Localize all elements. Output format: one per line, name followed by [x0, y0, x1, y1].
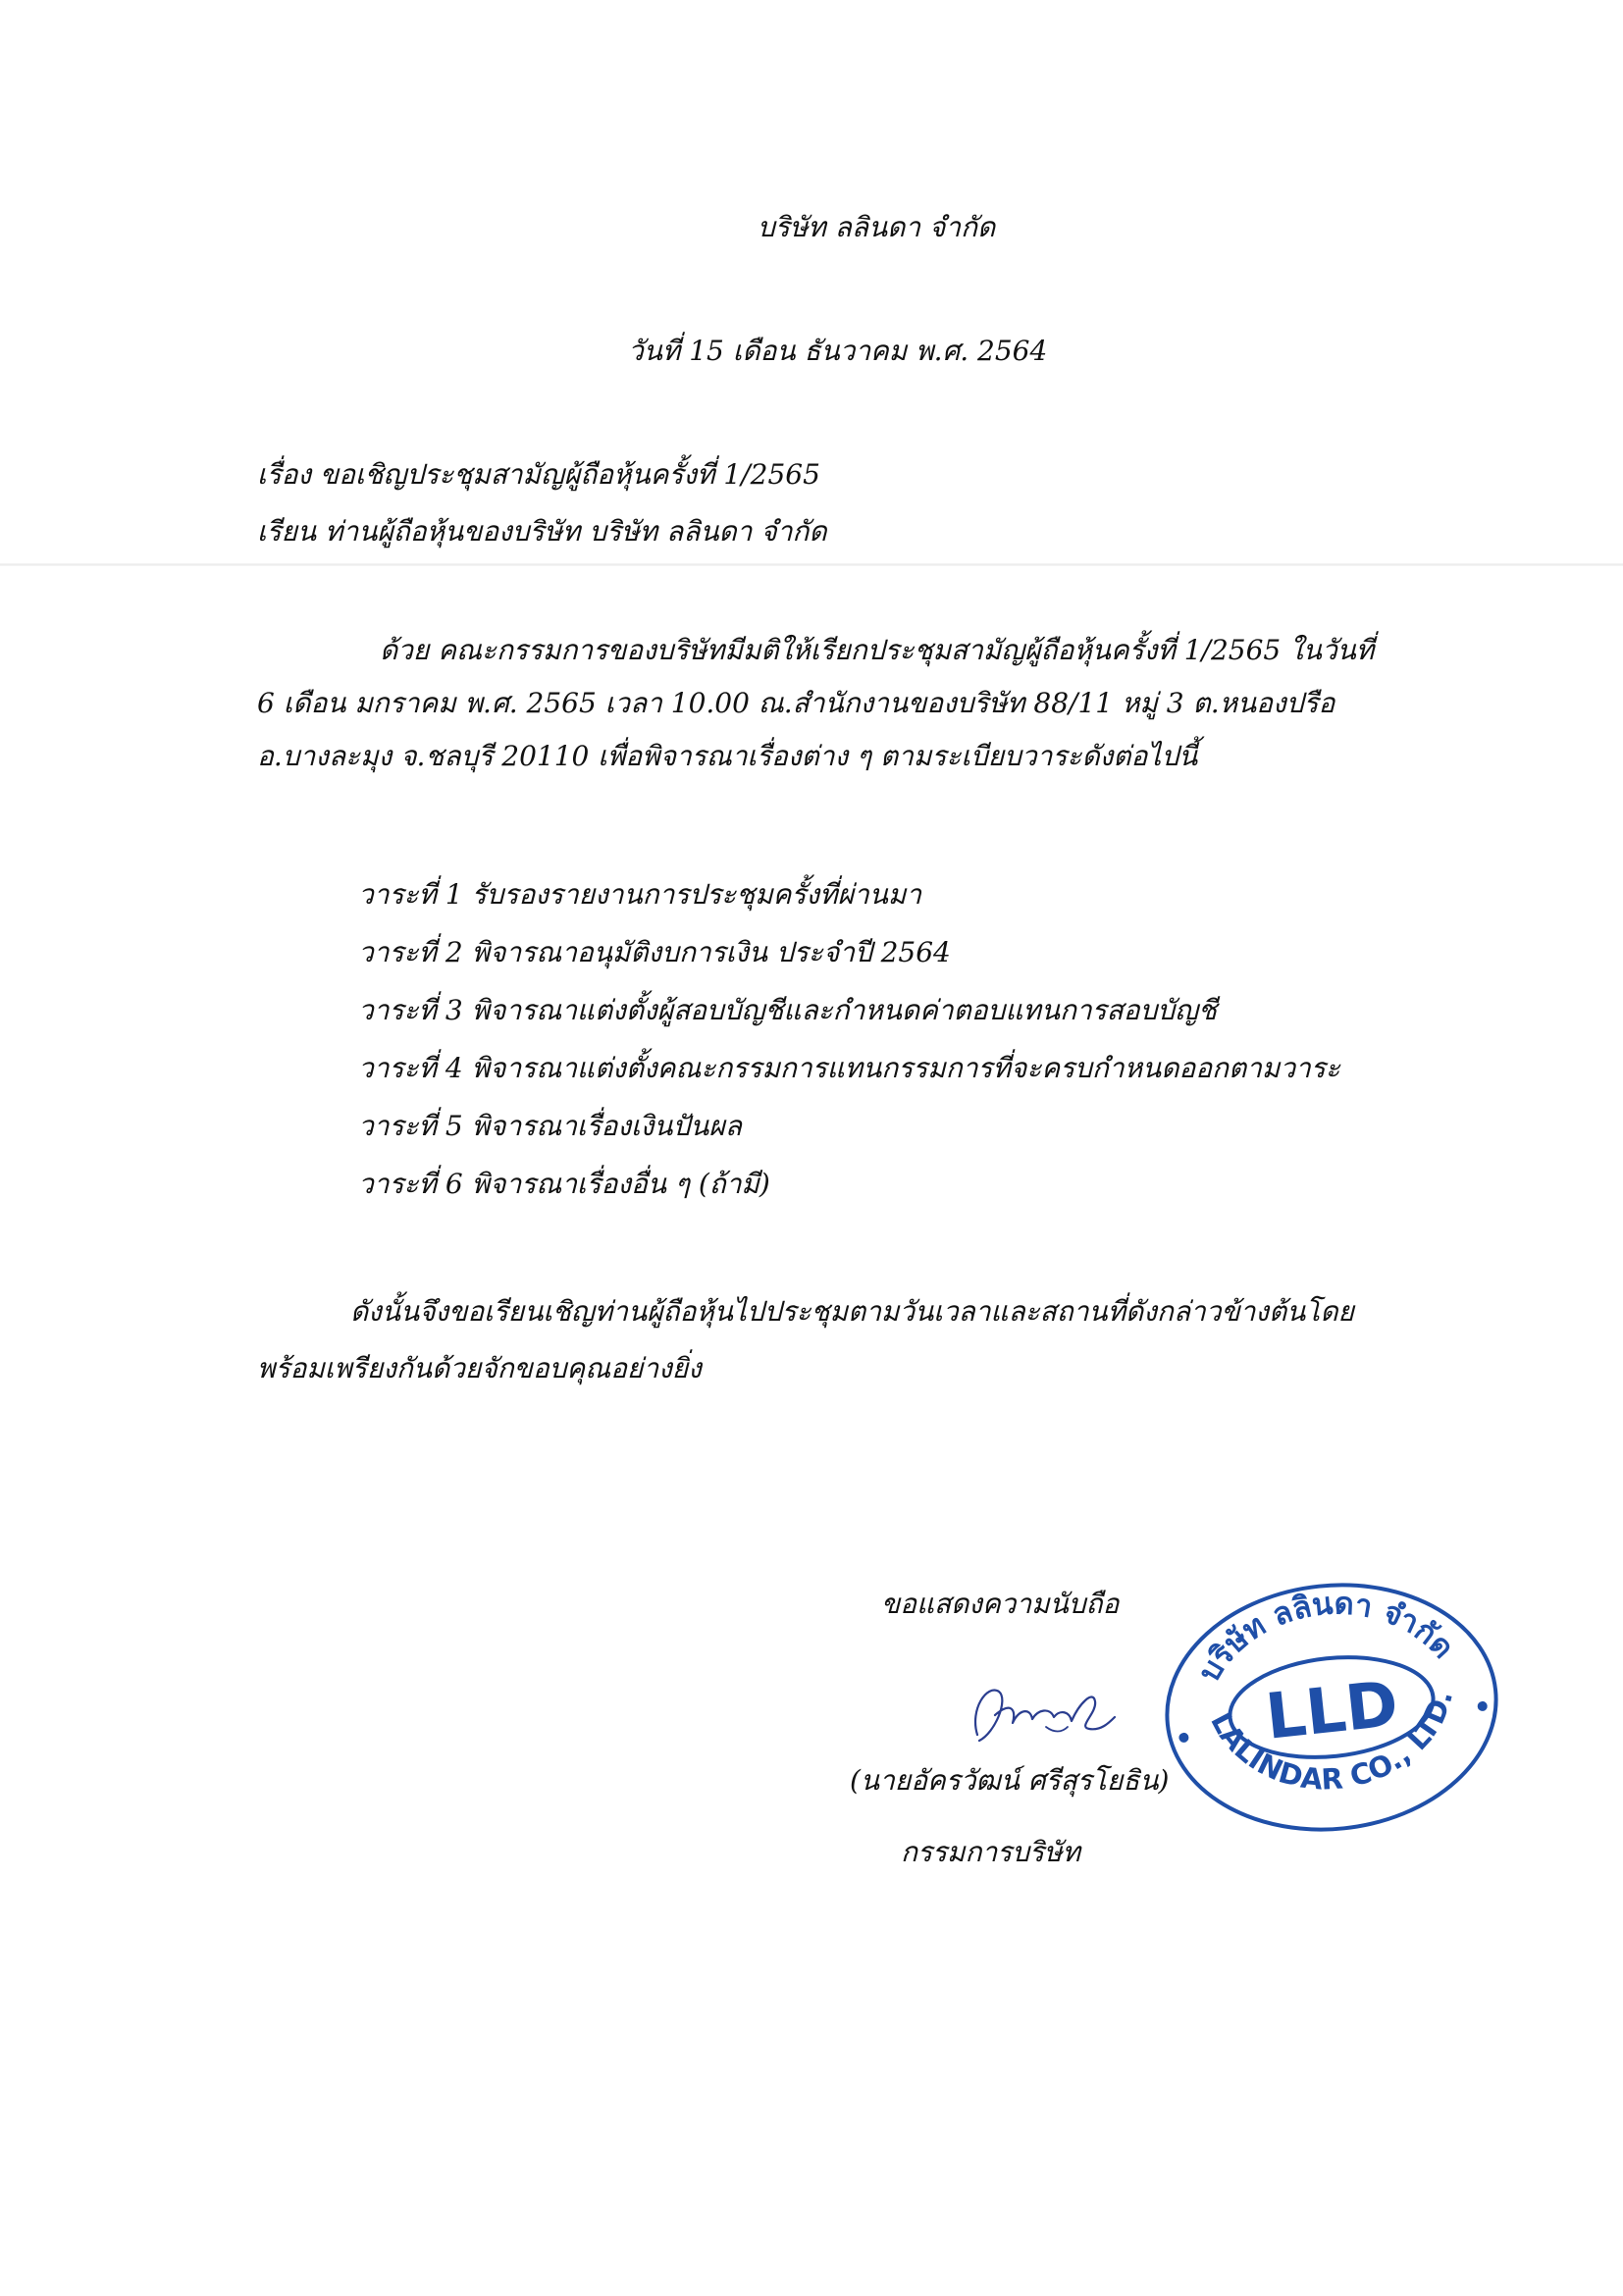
paper-fold-line — [0, 563, 1623, 566]
body-paragraph — [257, 624, 1386, 783]
agenda-item: วาระที่ 1 รับรองรายงานการประชุมครั้งที่ผ่านมา — [358, 878, 922, 911]
handwritten-signature — [960, 1658, 1136, 1766]
agenda-list — [358, 865, 1340, 1213]
stamp-top-text: บริษัท ลลินดา จำกัด — [1191, 1586, 1461, 1689]
agenda-item: วาระที่ 4 พิจารณาแต่งตั้งคณะกรรมการแทนกรรมการที่จะครบกำหนดออกตามวาระ — [358, 1052, 1340, 1084]
letter-date: วันที่ 15 เดือน ธันวาคม พ.ศ. 2564 — [628, 335, 1048, 367]
closing-line: ดังนั้นจึงขอเรียนเชิญท่านผู้ถือหุ้นไปประชุมตามวันเวลาและสถานที่ดังกล่าวข้างต้นโดย — [350, 1295, 1354, 1328]
body-line: อ.บางละมุง จ.ชลบุรี 20110 เพื่อพิจารณาเรื่องต่าง ๆ ตามระเบียบวาระดังต่อไปนี้ — [257, 740, 1198, 772]
signer-position: กรรมการบริษัท — [901, 1836, 1080, 1868]
regards-text: ขอแสดงความนับถือ — [881, 1588, 1120, 1620]
agenda-item: วาระที่ 5 พิจารณาเรื่องเงินปันผล — [358, 1110, 742, 1142]
agenda-item: วาระที่ 2 พิจารณาอนุมัติงบการเงิน ประจำปี 2564 — [358, 936, 951, 968]
recipient-line: เรียน ท่านผู้ถือหุ้นของบริษัท บริษัท ลลินดา จำกัด — [257, 515, 827, 548]
body-line: 6 เดือน มกราคม พ.ศ. 2565 เวลา 10.00 ณ.สำนักงานของบริษัท 88/11 หมู่ 3 ต.หนองปรือ — [257, 687, 1335, 719]
company-name: บริษัท ลลินดา จำกัด — [758, 211, 996, 243]
closing-line: พร้อมเพรียงกันด้วยจักขอบคุณอย่างยิ่ง — [257, 1352, 702, 1384]
svg-text:บริษัท ลลินดา จำกัด — [1184, 1575, 1463, 1691]
closing-paragraph — [257, 1283, 1386, 1397]
agenda-item: วาระที่ 6 พิจารณาเรื่องอื่น ๆ (ถ้ามี) — [358, 1168, 770, 1200]
agenda-item: วาระที่ 3 พิจารณาแต่งตั้งผู้สอบบัญชีและกำหนดค่าตอบแทนการสอบบัญชี — [358, 994, 1217, 1026]
signer-name: (นายอัครวัฒน์ ศรีสุรโยธิน) — [850, 1764, 1170, 1797]
company-stamp — [1160, 1575, 1503, 1840]
body-line: ด้วย คณะกรรมการของบริษัทมีมติให้เรียกประชุมสามัญผู้ถือหุ้นครั้งที่ 1/2565 ในวันที่ — [380, 634, 1375, 666]
stamp-bottom-text: LALINDAR CO., LTD. — [1204, 1687, 1460, 1797]
stamp-center-text: LLD — [1262, 1668, 1402, 1754]
subject-line: เรื่อง ขอเชิญประชุมสามัญผู้ถือหุ้นครั้งที่ 1/2565 — [257, 458, 820, 491]
